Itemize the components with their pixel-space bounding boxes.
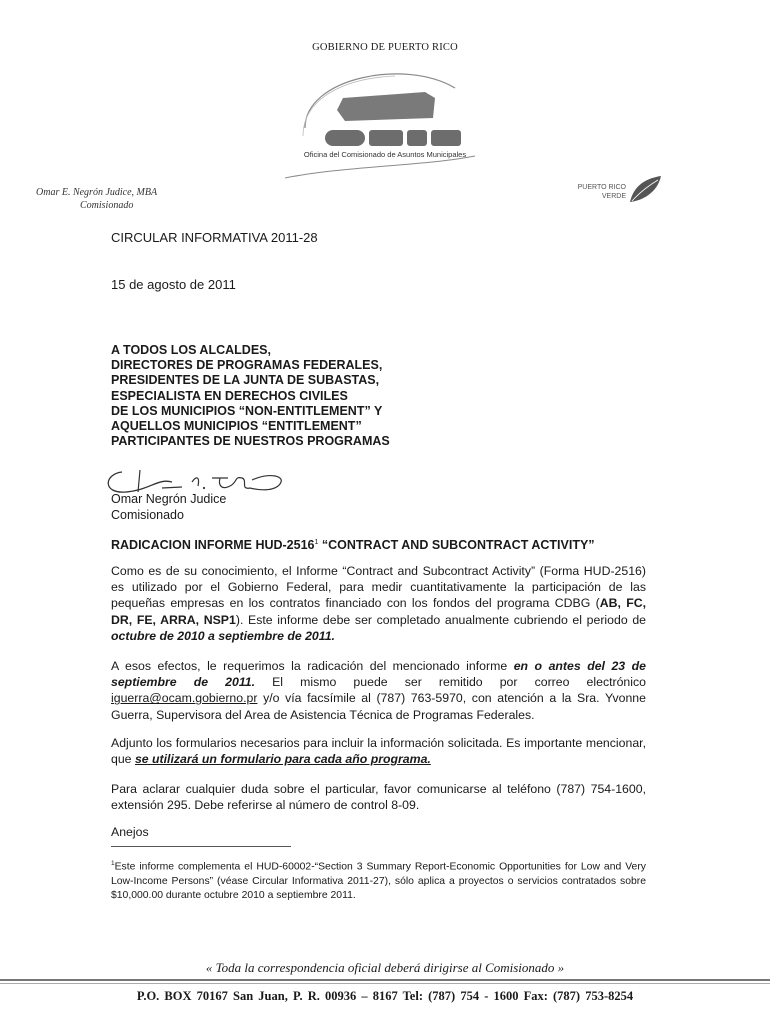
footer-note: « Toda la correspondencia oficial deberá dirigirse al Comisionado »	[205, 960, 565, 975]
circular-title: CIRCULAR INFORMATIVA 2011-28	[111, 230, 318, 245]
footnote-divider	[111, 846, 291, 847]
circular-date: 15 de agosto de 2011	[111, 277, 236, 292]
footnote-reference: 1	[314, 538, 319, 546]
recipient-line: ESPECIALISTA EN DERECHOS CIVILES	[111, 388, 348, 403]
signer-title: Comisionado	[111, 508, 184, 522]
signer-name: Omar Negrón Judice	[111, 492, 227, 506]
recipients-block	[111, 343, 390, 449]
body-paragraph: Para aclarar cualquier duda sobre el particular, favor comunicarse al teléfono (787) 754-1600, extensión 295. Debe referirse al número de control 8-09.	[111, 782, 646, 813]
puerto-rico-verde-badge: PUERTO RICO VERDE	[577, 184, 626, 200]
recipient-line: A TODOS LOS ALCALDES,	[111, 343, 271, 357]
ocam-logo	[285, 58, 485, 183]
commissioner-name: Omar E. Negrón Judice, MBA	[36, 187, 158, 198]
recipient-line: AQUELLOS MUNICIPIOS “ENTITLEMENT”	[111, 419, 362, 434]
body-paragraph: A esos efectos, le requerimos la radicación del mencionado informe en o antes del 23 de septiembre de 2011. El mismo puede ser remitido por correo electrónico iguerra@ocam.gobierno.pr y/o vía facsímile al (787) 763-5970, con atención a la Sra. Yvonne Guerra, Supervisora del Area de Asistencia Técnica de Programas Federales.	[111, 659, 646, 722]
footer-divider-thin	[0, 983, 770, 984]
footnote: $^1$Este informe complementa el HUD-60002-“Section 3 Summary Report-Economic Opportunities for Low and Very Low-Income Persons” (véase Circular Informativa 2011-27), sólo aplica a proyectos o servicios contratados sobre $10,000.00 durante octubre 2010 a septiembre 2011.	[111, 860, 646, 901]
puerto-rico-map-shape	[337, 92, 435, 121]
emphasis-text: se utilizará un formulario para cada año programa.	[134, 752, 431, 767]
signer-block	[111, 491, 226, 523]
commissioner-title: Comisionado	[80, 200, 134, 211]
email-link[interactable]: iguerra@ocam.gobierno.pr	[111, 691, 258, 706]
footer-address: P.O. BOX 70167 San Juan, P. R. 00936 – 8167 Tel: (787) 754 - 1600 Fax: (787) 753-8254	[136, 989, 634, 1003]
recipient-line: DE LOS MUNICIPIOS “NON-ENTITLEMENT” Y	[111, 403, 383, 418]
office-name: Oficina del Comisionado de Asuntos Municipales	[303, 150, 467, 159]
footer-divider	[0, 979, 770, 981]
body-paragraph: Adjunto los formularios necesarios para incluir la información solicitada. Es importante mencionar, que se utilizará un formulario para cada año programa.	[111, 736, 646, 767]
attachments-label: Anejos	[111, 825, 149, 839]
recipient-line: DIRECTORES DE PROGRAMAS FEDERALES,	[111, 358, 383, 373]
subject-line: RADICACION INFORME HUD-2516$^1$ “CONTRACT AND SUBCONTRACT ACTIVITY”	[111, 538, 595, 552]
recipient-line: PRESIDENTES DE LA JUNTA DE SUBASTAS,	[111, 373, 380, 388]
body-paragraph: Como es de su conocimiento, el Informe “Contract and Subcontract Activity” (Forma HUD-2516) es utilizado por el Gobierno Federal, para medir cuantitativamente la participación de las pequeñas empresas en los contratos financiado con los fondos del programa CDBG (AB, FC, DR, FE, ARRA, NSP1). Este informe debe ser completado anualmente cubriendo el periodo de octubre de 2010 a septiembre de 2011.	[111, 564, 646, 643]
commissioner-block	[36, 186, 157, 212]
recipient-line: PARTICIPANTES DE NUESTROS PROGRAMAS	[111, 434, 390, 449]
government-header: GOBIERNO DE PUERTO RICO	[312, 42, 458, 53]
